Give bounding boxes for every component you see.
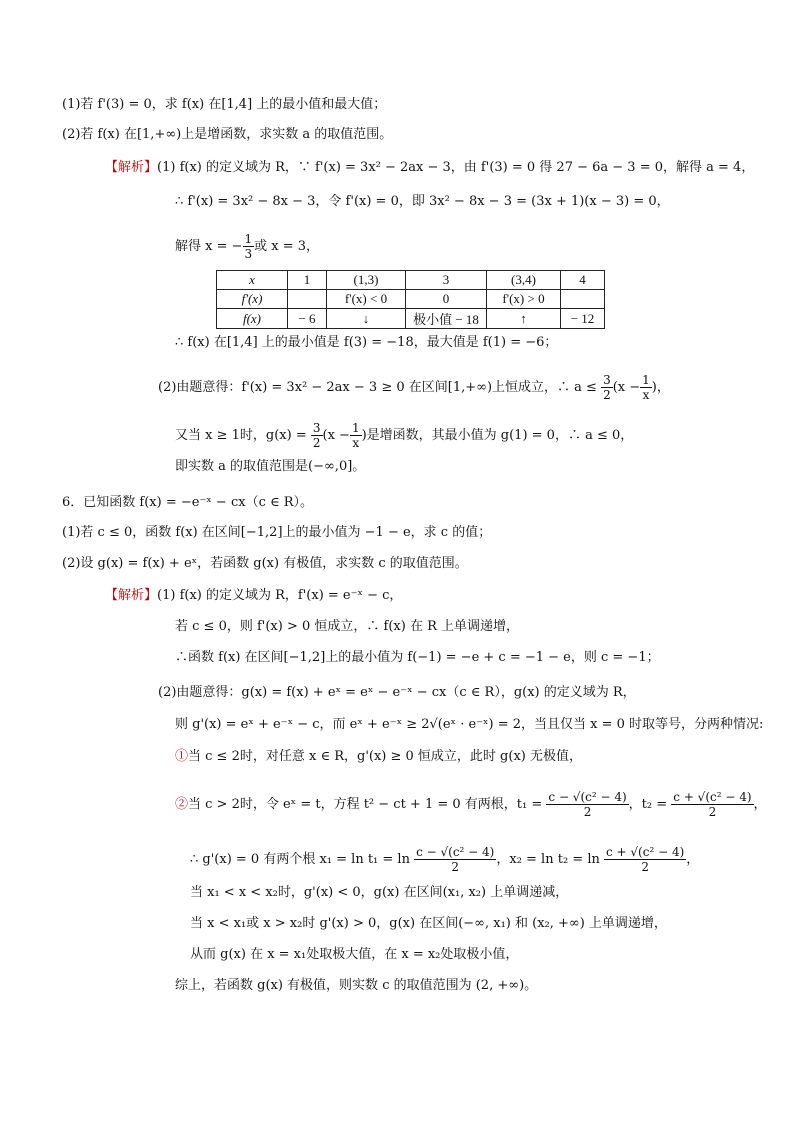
table-cell: f(x) — [217, 309, 288, 329]
table-cell: 极小值 − 18 — [406, 309, 487, 329]
table-row — [217, 290, 605, 309]
table-cell: (3,4) — [487, 271, 561, 290]
fraction — [604, 845, 686, 874]
fraction-numerator: c + √(c² − 4) — [606, 845, 685, 859]
solution-6-1-line-a — [105, 587, 402, 605]
table-cell: f'(x) < 0 — [327, 290, 406, 309]
fraction-denominator: 3 — [244, 247, 253, 261]
table-cell: 1 — [288, 271, 327, 290]
table-cell: 4 — [561, 271, 605, 290]
solution-1-line-a — [105, 159, 754, 177]
solution-2-line-c: 即实数 a 的取值范围是(−∞,0]。 — [175, 459, 366, 474]
solution-tag: 【解析】 — [105, 160, 158, 175]
solution-text: (1) f(x) 的定义域为 R，f'(x) = e⁻ˣ − c， — [157, 588, 403, 603]
solution-2-line-a — [158, 373, 670, 402]
fraction — [671, 790, 753, 819]
fraction-numerator: 1 — [642, 373, 650, 387]
fraction — [640, 373, 652, 402]
table-row — [217, 309, 605, 329]
fraction-numerator: 3 — [603, 373, 611, 387]
solution-text: (1) f(x) 的定义域为 R，∵ f'(x) = 3x² − 2ax − 3，由 f'(3) = 0 得 27 − 6a − 3 = 0，解得 a = 4， — [157, 160, 755, 175]
fraction — [243, 232, 255, 261]
fraction-denominator: 2 — [451, 860, 460, 874]
solution-6-2-line-g: 当 x < x₁或 x > x₂时 g'(x) > 0，g(x) 在区间(−∞, x₁) 和 (x₂, +∞) 上单调递增， — [190, 916, 667, 931]
solution-6-1-line-b: 若 c ≤ 0，则 f'(x) > 0 恒成立，∴ f(x) 在 R 上单调递增， — [175, 619, 519, 634]
problem-6-part-1: (1)若 c ≤ 0，函数 f(x) 在区间[−1,2]上的最小值为 −1 − e，求 c 的值； — [62, 525, 492, 540]
fraction-denominator: 2 — [641, 860, 649, 874]
table-cell: f'(x) — [217, 290, 288, 309]
fraction-denominator: x — [352, 436, 360, 450]
fraction — [311, 421, 323, 450]
table-row — [217, 271, 605, 290]
fraction-denominator: 2 — [312, 436, 321, 450]
solution-text: ， — [686, 852, 700, 867]
table-cell: ↓ — [327, 309, 406, 329]
fraction — [601, 373, 613, 402]
solution-text: 解得 x = − — [175, 239, 243, 254]
problem-6-part-2: (2)设 g(x) = f(x) + eˣ，若函数 g(x) 有极值，求实数 c 的取值范围。 — [62, 556, 468, 571]
table-cell: − 6 — [288, 309, 327, 329]
solution-1-line-c — [175, 232, 319, 261]
solution-6-2-line-e — [190, 845, 699, 874]
fraction-denominator: 2 — [603, 388, 611, 402]
solution-text: (x − — [322, 428, 350, 443]
table-cell: ↑ — [487, 309, 561, 329]
solution-text: 又当 x ≥ 1时，g(x) = — [175, 428, 307, 443]
table-cell: − 12 — [561, 309, 605, 329]
solution-text: )， — [651, 380, 670, 395]
fraction — [414, 845, 496, 874]
solution-2-line-b — [175, 421, 633, 450]
solution-6-2-line-f: 当 x₁ < x < x₂时，g'(x) < 0，g(x) 在区间(x₁, x₂) 上单调递减， — [190, 885, 569, 900]
solution-text: ，t₂ = — [628, 797, 668, 812]
fraction-denominator: x — [642, 388, 650, 402]
solution-text: 当 c > 2时，令 eˣ = t，方程 t² − ct + 1 = 0 有两根，t₁ = — [188, 797, 543, 812]
table-cell: 3 — [406, 271, 487, 290]
solution-6-2-line-c — [175, 748, 582, 766]
fraction-denominator: 2 — [583, 805, 592, 819]
solution-6-2-line-i: 综上，若函数 g(x) 有极值，则实数 c 的取值范围为 (2, +∞)。 — [175, 978, 538, 993]
case-marker: ① — [175, 749, 189, 764]
fraction-numerator: 1 — [351, 421, 360, 435]
table-cell: f'(x) > 0 — [487, 290, 561, 309]
table-cell: x — [217, 271, 288, 290]
question-2: (2)若 f(x) 在[1,+∞)上是增函数，求实数 a 的取值范围。 — [62, 127, 393, 142]
variation-table — [216, 270, 605, 329]
solution-text: ， — [753, 797, 767, 812]
solution-text: (2)由题意得：f'(x) = 3x² − 2ax − 3 ≥ 0 在区间[1,+∞)上恒成立，∴ a ≤ — [158, 380, 597, 395]
solution-text: )是增函数，其最小值为 g(1) = 0，∴ a ≤ 0， — [361, 428, 634, 443]
table-cell: 0 — [406, 290, 487, 309]
solution-6-1-line-c: ∴函数 f(x) 在区间[−1,2]上的最小值为 f(−1) = −e + c = −1 − e，则 c = −1； — [175, 650, 660, 665]
table-cell — [288, 290, 327, 309]
fraction — [546, 790, 628, 819]
solution-6-2-line-d — [175, 790, 767, 819]
solution-tag: 【解析】 — [105, 588, 158, 603]
solution-text: 或 x = 3， — [254, 239, 320, 254]
fraction-denominator: 2 — [708, 805, 717, 819]
fraction-numerator: 1 — [244, 232, 253, 246]
problem-6: 6．已知函数 f(x) = −e⁻ˣ − cx（c ∈ R）。 — [62, 495, 314, 510]
solution-text: 当 c ≤ 2时，对任意 x ∈ R，g'(x) ≥ 0 恒成立，此时 g(x) 无极值， — [188, 749, 582, 764]
solution-6-2-line-a: (2)由题意得：g(x) = f(x) + eˣ = eˣ − e⁻ˣ − cx（c ∈ R），g(x) 的定义域为 R， — [158, 685, 636, 700]
solution-6-2-line-h: 从而 g(x) 在 x = x₁处取极大值，在 x = x₂处取极小值， — [190, 947, 519, 962]
fraction-numerator: 3 — [312, 421, 321, 435]
solution-6-2-line-b: 则 g'(x) = eˣ + e⁻ˣ − c，而 eˣ + e⁻ˣ ≥ 2√(eˣ · e⁻ˣ) = 2，当且仅当 x = 0 时取等号，分两种情况: — [175, 717, 764, 732]
table-cell — [561, 290, 605, 309]
solution-text: ∴ g'(x) = 0 有两个根 x₁ = ln t₁ = ln — [190, 852, 410, 867]
question-1: (1)若 f'(3) = 0，求 f(x) 在[1,4] 上的最小值和最大值； — [62, 97, 387, 112]
solution-1-line-d: ∴ f(x) 在[1,4] 上的最小值是 f(3) = −18，最大值是 f(1) = −6； — [175, 335, 558, 350]
case-marker: ② — [175, 797, 189, 812]
fraction — [350, 421, 362, 450]
fraction-numerator: c + √(c² − 4) — [673, 790, 752, 804]
table-cell: (1,3) — [327, 271, 406, 290]
fraction-numerator: c − √(c² − 4) — [548, 790, 627, 804]
solution-text: (x − — [612, 380, 641, 395]
solution-text: ，x₂ = ln t₂ = ln — [496, 852, 600, 867]
solution-1-line-b: ∴ f'(x) = 3x² − 8x − 3，令 f'(x) = 0，即 3x² − 8x − 3 = (3x + 1)(x − 3) = 0， — [175, 194, 670, 209]
fraction-numerator: c − √(c² − 4) — [416, 845, 495, 859]
